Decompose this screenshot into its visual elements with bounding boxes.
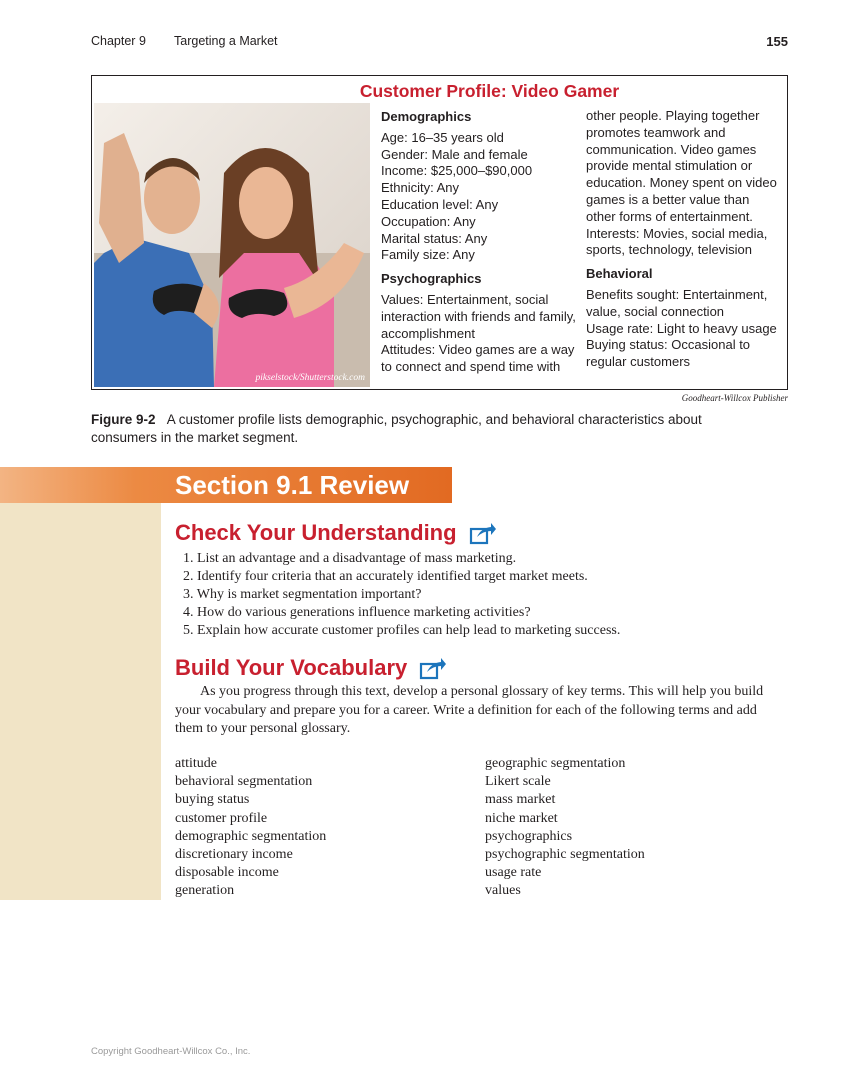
vocab-term: generation [175, 883, 235, 899]
terms-column-right [485, 755, 645, 901]
figure-caption [91, 411, 751, 446]
psychographics-line: communication. Video games [586, 141, 757, 157]
question-item: 2. Identify four criteria that an accurately identified target market meets. [183, 569, 588, 584]
demographics-line: Income: $25,000–$90,000 [381, 163, 533, 179]
behavioral-line: Benefits sought: Entertainment, [586, 286, 768, 302]
customer-profile-figure [91, 75, 788, 390]
terms-column-left [175, 755, 326, 901]
vocab-term: buying status [175, 792, 250, 808]
vocab-heading-text: Build Your Vocabulary [175, 655, 408, 680]
psychographics-line: Attitudes: Video games are a way [381, 342, 575, 358]
demographics-line: Gender: Male and female [381, 146, 528, 162]
vocab-term: values [485, 883, 521, 899]
behavioral-line: Buying status: Occasional to [586, 337, 751, 353]
vocab-term: behavioral segmentation [175, 774, 313, 790]
demographics-line: Marital status: Any [381, 230, 488, 246]
share-arrow-icon[interactable] [469, 521, 497, 545]
psychographics-line: promotes teamwork and [586, 124, 726, 140]
question-item: 1. List an advantage and a disadvantage of mass marketing. [183, 551, 517, 566]
copyright-footer: Copyright Goodheart-Willcox Co., Inc. [91, 1046, 251, 1057]
vocab-term: niche market [485, 810, 558, 826]
vocab-term: mass market [485, 792, 556, 808]
vocab-term: psychographics [485, 828, 573, 844]
psychographics-line: provide mental stimulation or [586, 158, 753, 174]
side-panel [0, 503, 161, 900]
figure-credit: Goodheart-Willcox Publisher [681, 393, 788, 403]
build-your-vocabulary-heading [175, 655, 447, 681]
profile-column-left [381, 109, 586, 376]
behavioral-line: value, social connection [586, 303, 725, 319]
section-banner-title: Section 9.1 Review [175, 470, 410, 500]
question-item: 4. How do various generations influence marketing activities? [183, 605, 531, 620]
vocab-intro: As you progress through this text, develop a personal glossary of key terms. This will help you build your vocabulary and prepare you for a career. Write a definition for each of the following terms and add them to your personal glossary. [175, 684, 764, 736]
vocab-term: Likert scale [485, 774, 551, 790]
vocab-term: demographic segmentation [175, 828, 327, 844]
gamers-photo-illustration [94, 103, 370, 387]
behavioral-line: Usage rate: Light to heavy usage [586, 320, 777, 336]
figure-label: Figure 9-2 [91, 412, 156, 427]
psychographics-line: other people. Playing together [586, 108, 760, 123]
vocab-term: customer profile [175, 810, 268, 826]
question-item: 5. Explain how accurate customer profiles can help lead to marketing success. [183, 623, 621, 638]
vocab-term: usage rate [485, 865, 542, 881]
chapter-title: Targeting a Market [174, 34, 278, 48]
gamers-photo [94, 103, 370, 387]
vocab-term: disposable income [175, 865, 279, 881]
figure-caption-text: A customer profile lists demographic, psychographic, and behavioral characteristics about consumers in the market segment. [91, 412, 702, 445]
profile-column-right [586, 108, 786, 371]
share-arrow-icon[interactable] [419, 656, 447, 680]
profile-title: Customer Profile: Video Gamer [359, 81, 620, 101]
check-your-understanding-heading [175, 520, 497, 546]
behavioral-heading: Behavioral [586, 266, 653, 282]
vocab-term: discretionary income [175, 847, 293, 863]
page-number: 155 [766, 34, 788, 49]
psychographics-line: accomplishment [381, 325, 475, 341]
running-header [91, 34, 788, 50]
psychographics-line: interaction with friends and family, [381, 308, 576, 324]
demographics-line: Family size: Any [381, 247, 475, 263]
psychographics-line: sports, technology, television [586, 242, 752, 258]
photo-credit: pikselstock/Shutterstock.com [255, 373, 365, 383]
psychographics-line: to connect and spend time with [381, 359, 561, 375]
behavioral-line: regular customers [586, 354, 691, 370]
demographics-line: Occupation: Any [381, 213, 476, 229]
demographics-line: Education level: Any [381, 196, 499, 212]
psychographics-line: Interests: Movies, social media, [586, 225, 768, 241]
question-item: 3. Why is market segmentation important? [183, 587, 422, 602]
psychographics-line: other forms of entertainment. [586, 208, 753, 224]
psychographics-line: games is a better value than [586, 191, 750, 207]
psychographics-heading: Psychographics [381, 271, 482, 287]
vocab-term: attitude [175, 756, 217, 771]
psychographics-line: education. Money spent on video [586, 175, 777, 191]
review-questions [183, 550, 620, 640]
demographics-line: Age: 16–35 years old [381, 129, 504, 145]
demographics-line: Ethnicity: Any [381, 180, 460, 196]
vocab-term: psychographic segmentation [485, 847, 645, 863]
psychographics-line: Values: Entertainment, social [381, 291, 549, 307]
chapter-label: Chapter 9 [91, 34, 146, 48]
demographics-heading: Demographics [381, 109, 472, 124]
vocab-term: geographic segmentation [485, 756, 626, 771]
check-heading-text: Check Your Understanding [175, 520, 457, 545]
